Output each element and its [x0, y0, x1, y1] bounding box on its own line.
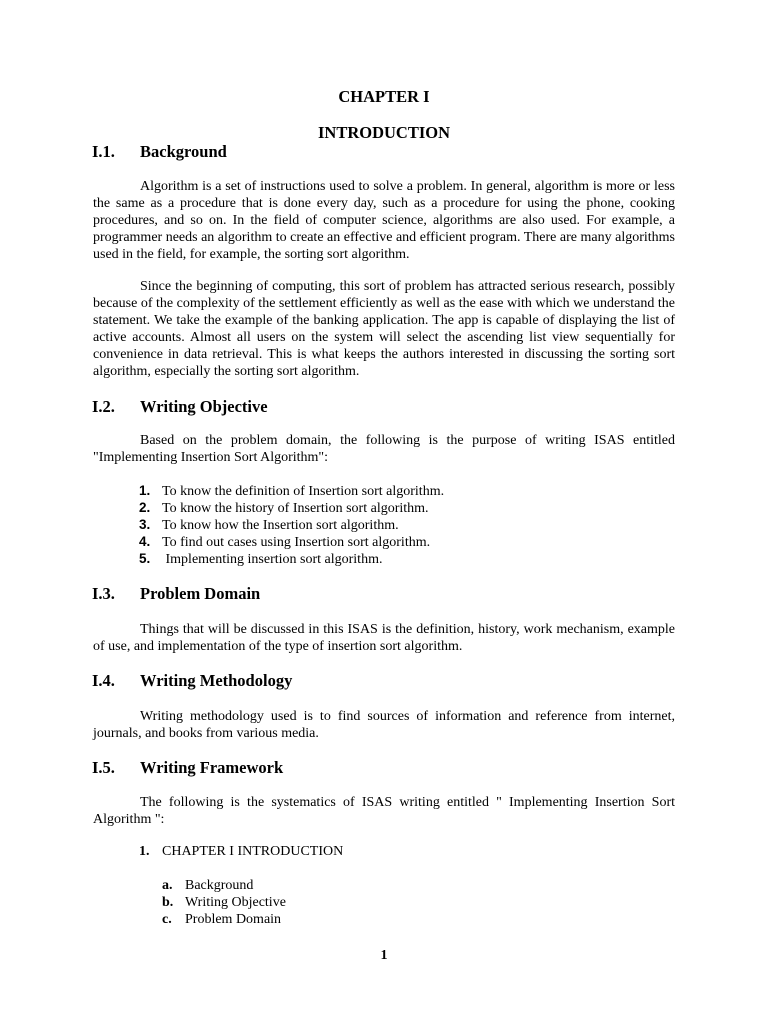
- section-heading-domain: [92, 584, 260, 604]
- paragraph-objective: Based on the problem domain, the following is the purpose of writing ISAS entitled "Implementing Insertion Sort Algorithm":: [93, 433, 675, 465]
- section-heading-objective: [92, 397, 268, 417]
- list-item: 2. To know the history of Insertion sort algorithm.: [139, 500, 429, 516]
- section-title: Problem Domain: [140, 584, 261, 603]
- list-item: 4. To find out cases using Insertion sort algorithm.: [139, 534, 431, 550]
- chapter-label: CHAPTER I: [338, 87, 430, 106]
- section-heading-methodology: [92, 671, 292, 691]
- objective-list: [139, 482, 444, 567]
- paragraph-methodology: Writing methodology used is to find sources of information and reference from internet, journals, and books from various media.: [93, 709, 675, 741]
- section-number: I.5.: [92, 758, 115, 777]
- list-item: b. Writing Objective: [162, 895, 286, 910]
- section-title: Writing Framework: [140, 758, 284, 777]
- section-number: I.1.: [92, 142, 115, 161]
- section-heading-framework: [92, 758, 283, 778]
- list-item: 1. To know the definition of Insertion sort algorithm.: [139, 483, 445, 499]
- section-number: I.2.: [92, 397, 115, 416]
- list-item: a. Background: [162, 878, 254, 893]
- list-item: 5. Implementing insertion sort algorithm.: [139, 551, 383, 567]
- framework-item: 1. CHAPTER I INTRODUCTION: [139, 844, 344, 859]
- section-number: I.4.: [92, 671, 115, 690]
- section-title: Background: [140, 142, 227, 161]
- chapter-title: INTRODUCTION: [317, 123, 451, 142]
- section-title: Writing Methodology: [140, 671, 293, 690]
- section-number: I.3.: [92, 584, 115, 603]
- section-title: Writing Objective: [140, 397, 268, 416]
- paragraph-domain: Things that will be discussed in this ISAS is the definition, history, work mechanism, example of use, and implementation of the type of insertion sort algorithm.: [93, 622, 675, 654]
- list-item: c. Problem Domain: [162, 912, 282, 927]
- paragraph-framework: The following is the systematics of ISAS writing entitled " Implementing Insertion Sort Algorithm ":: [93, 795, 675, 827]
- section-heading-background: [92, 142, 227, 162]
- paragraph-background-1: Algorithm is a set of instructions used to solve a problem. In general, algorithm is more or less the same as a procedure that is done every day, such as a procedure for using the phone, cooking procedures, and so on. In the field of computer science, algorithms are also used. For example, a programmer needs an algorithm to create an effective and efficient program. There are many algorithms used in the field, for example, the sorting sort algorithm.: [93, 179, 675, 262]
- framework-sublist: [162, 877, 286, 928]
- page-number: 1: [380, 948, 388, 963]
- paragraph-background-2: Since the beginning of computing, this sort of problem has attracted serious research, possibly because of the complexity of the settlement efficiently as well as the ease with which we understand the statement. We take the example of the banking application. The app is capable of displaying the list of active accounts. Almost all users on the system will select the ascending list view sequentially for convenience in data retrieval. This is what keeps the authors interested in discussing the sorting sort algorithm, especially the sorting sort algorithm.: [93, 279, 675, 379]
- list-item: 3. To know how the Insertion sort algorithm.: [139, 517, 399, 533]
